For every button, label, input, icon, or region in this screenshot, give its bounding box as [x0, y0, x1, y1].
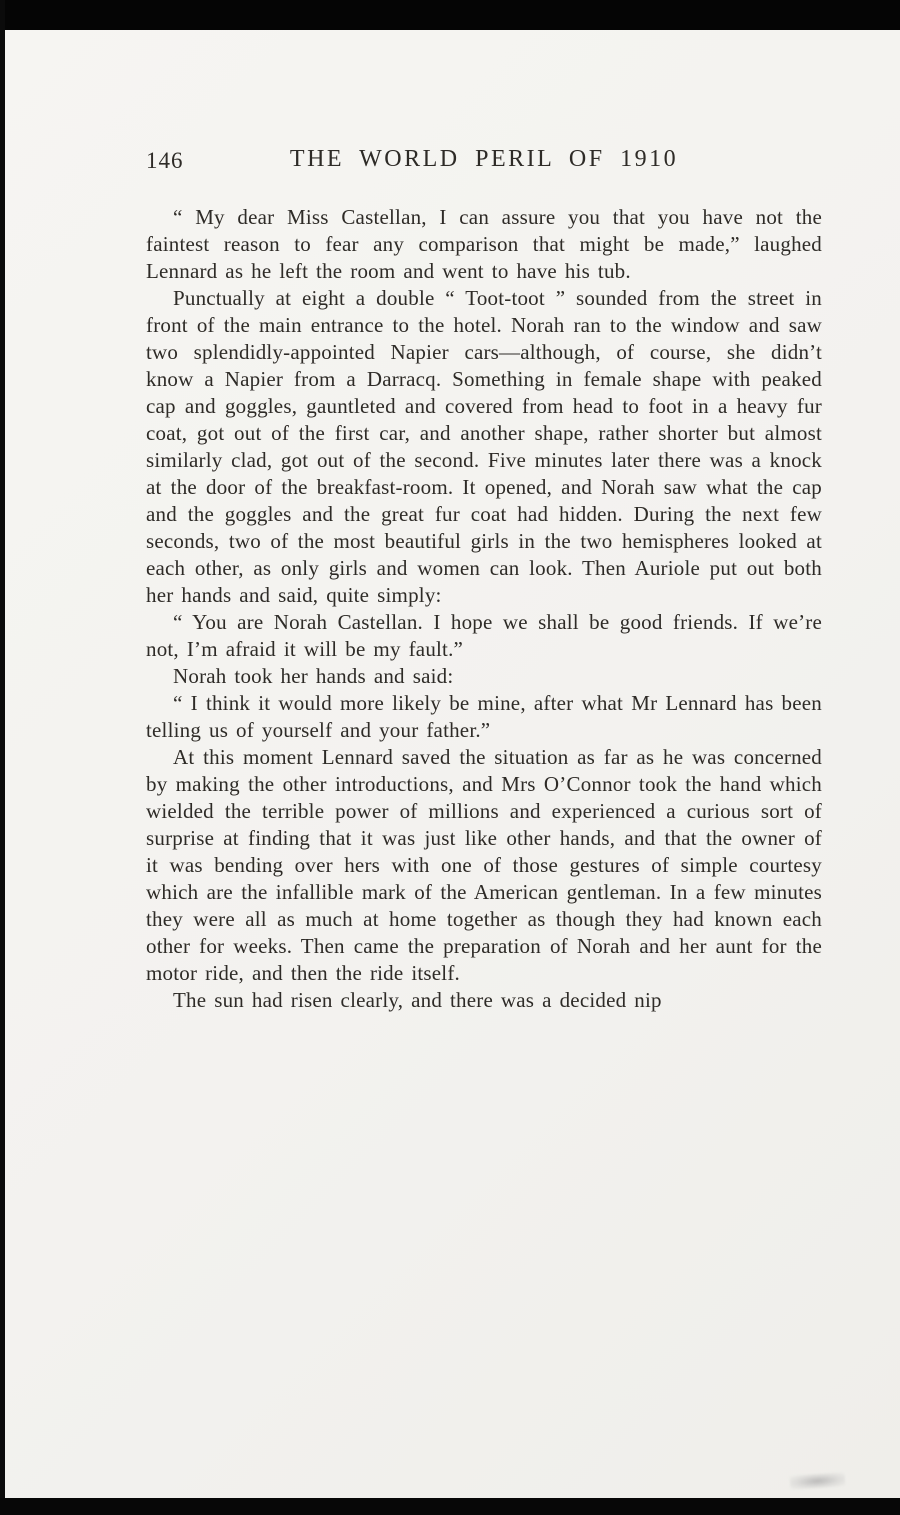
- scan-border-left: [0, 0, 5, 1515]
- paragraph: “ I think it would more likely be mine, after what Mr Lennard has been telling us of yourself and your father.”: [146, 691, 822, 742]
- scan-border-bottom: [0, 1498, 900, 1515]
- paragraph: The sun had risen clearly, and there was a decided nip: [173, 988, 662, 1012]
- running-title: THE WORLD PERIL OF 1910: [289, 146, 679, 172]
- paragraph: “ You are Norah Castellan. I hope we shall be good friends. If we’re not, I’m afraid it will be my fault.”: [146, 610, 822, 661]
- paragraph: Punctually at eight a double “ Toot-toot ” sounded from the street in front of the main entrance to the hotel. Norah ran to the window and saw two splendidly-appointed Napier cars—although, of course, she didn’t know a Napier from a Darracq. Something in female shape with peaked cap and goggles, gauntleted and covered from head to foot in a heavy fur coat, got out of the first car, and another shape, rather shorter but almost similarly clad, got out of the second. Five minutes later there was a knock at the door of the breakfast-room. It opened, and Norah saw what the cap and the goggles and the great fur coat had hidden. During the next few seconds, two of the most beautiful girls in the two hemispheres looked at each other, as only girls and women can look. Then Auriole put out both her hands and said, quite simply:: [146, 286, 822, 607]
- page-content: [146, 146, 822, 1014]
- running-head: [146, 146, 822, 180]
- scan-smudge-mark: [790, 1472, 846, 1490]
- page-number: 146: [146, 148, 184, 173]
- body-text: [146, 204, 822, 1014]
- scan-border-top: [0, 0, 900, 30]
- paragraph: “ My dear Miss Castellan, I can assure you that you have not the faintest reason to fear any comparison that might be made,” laughed Lennard as he left the room and went to have his tub.: [146, 205, 822, 283]
- paragraph: At this moment Lennard saved the situation as far as he was concerned by making the other introductions, and Mrs O’Connor took the hand which wielded the terrible power of millions and experienced a curious sort of surprise at finding that it was just like other hands, and that the owner of it was bending over hers with one of those gestures of simple courtesy which are the infallible mark of the American gentleman. In a few minutes they were all as much at home together as though they had known each other for weeks. Then came the preparation of Norah and her aunt for the motor ride, and then the ride itself.: [146, 745, 822, 985]
- paragraph: Norah took her hands and said:: [173, 664, 454, 688]
